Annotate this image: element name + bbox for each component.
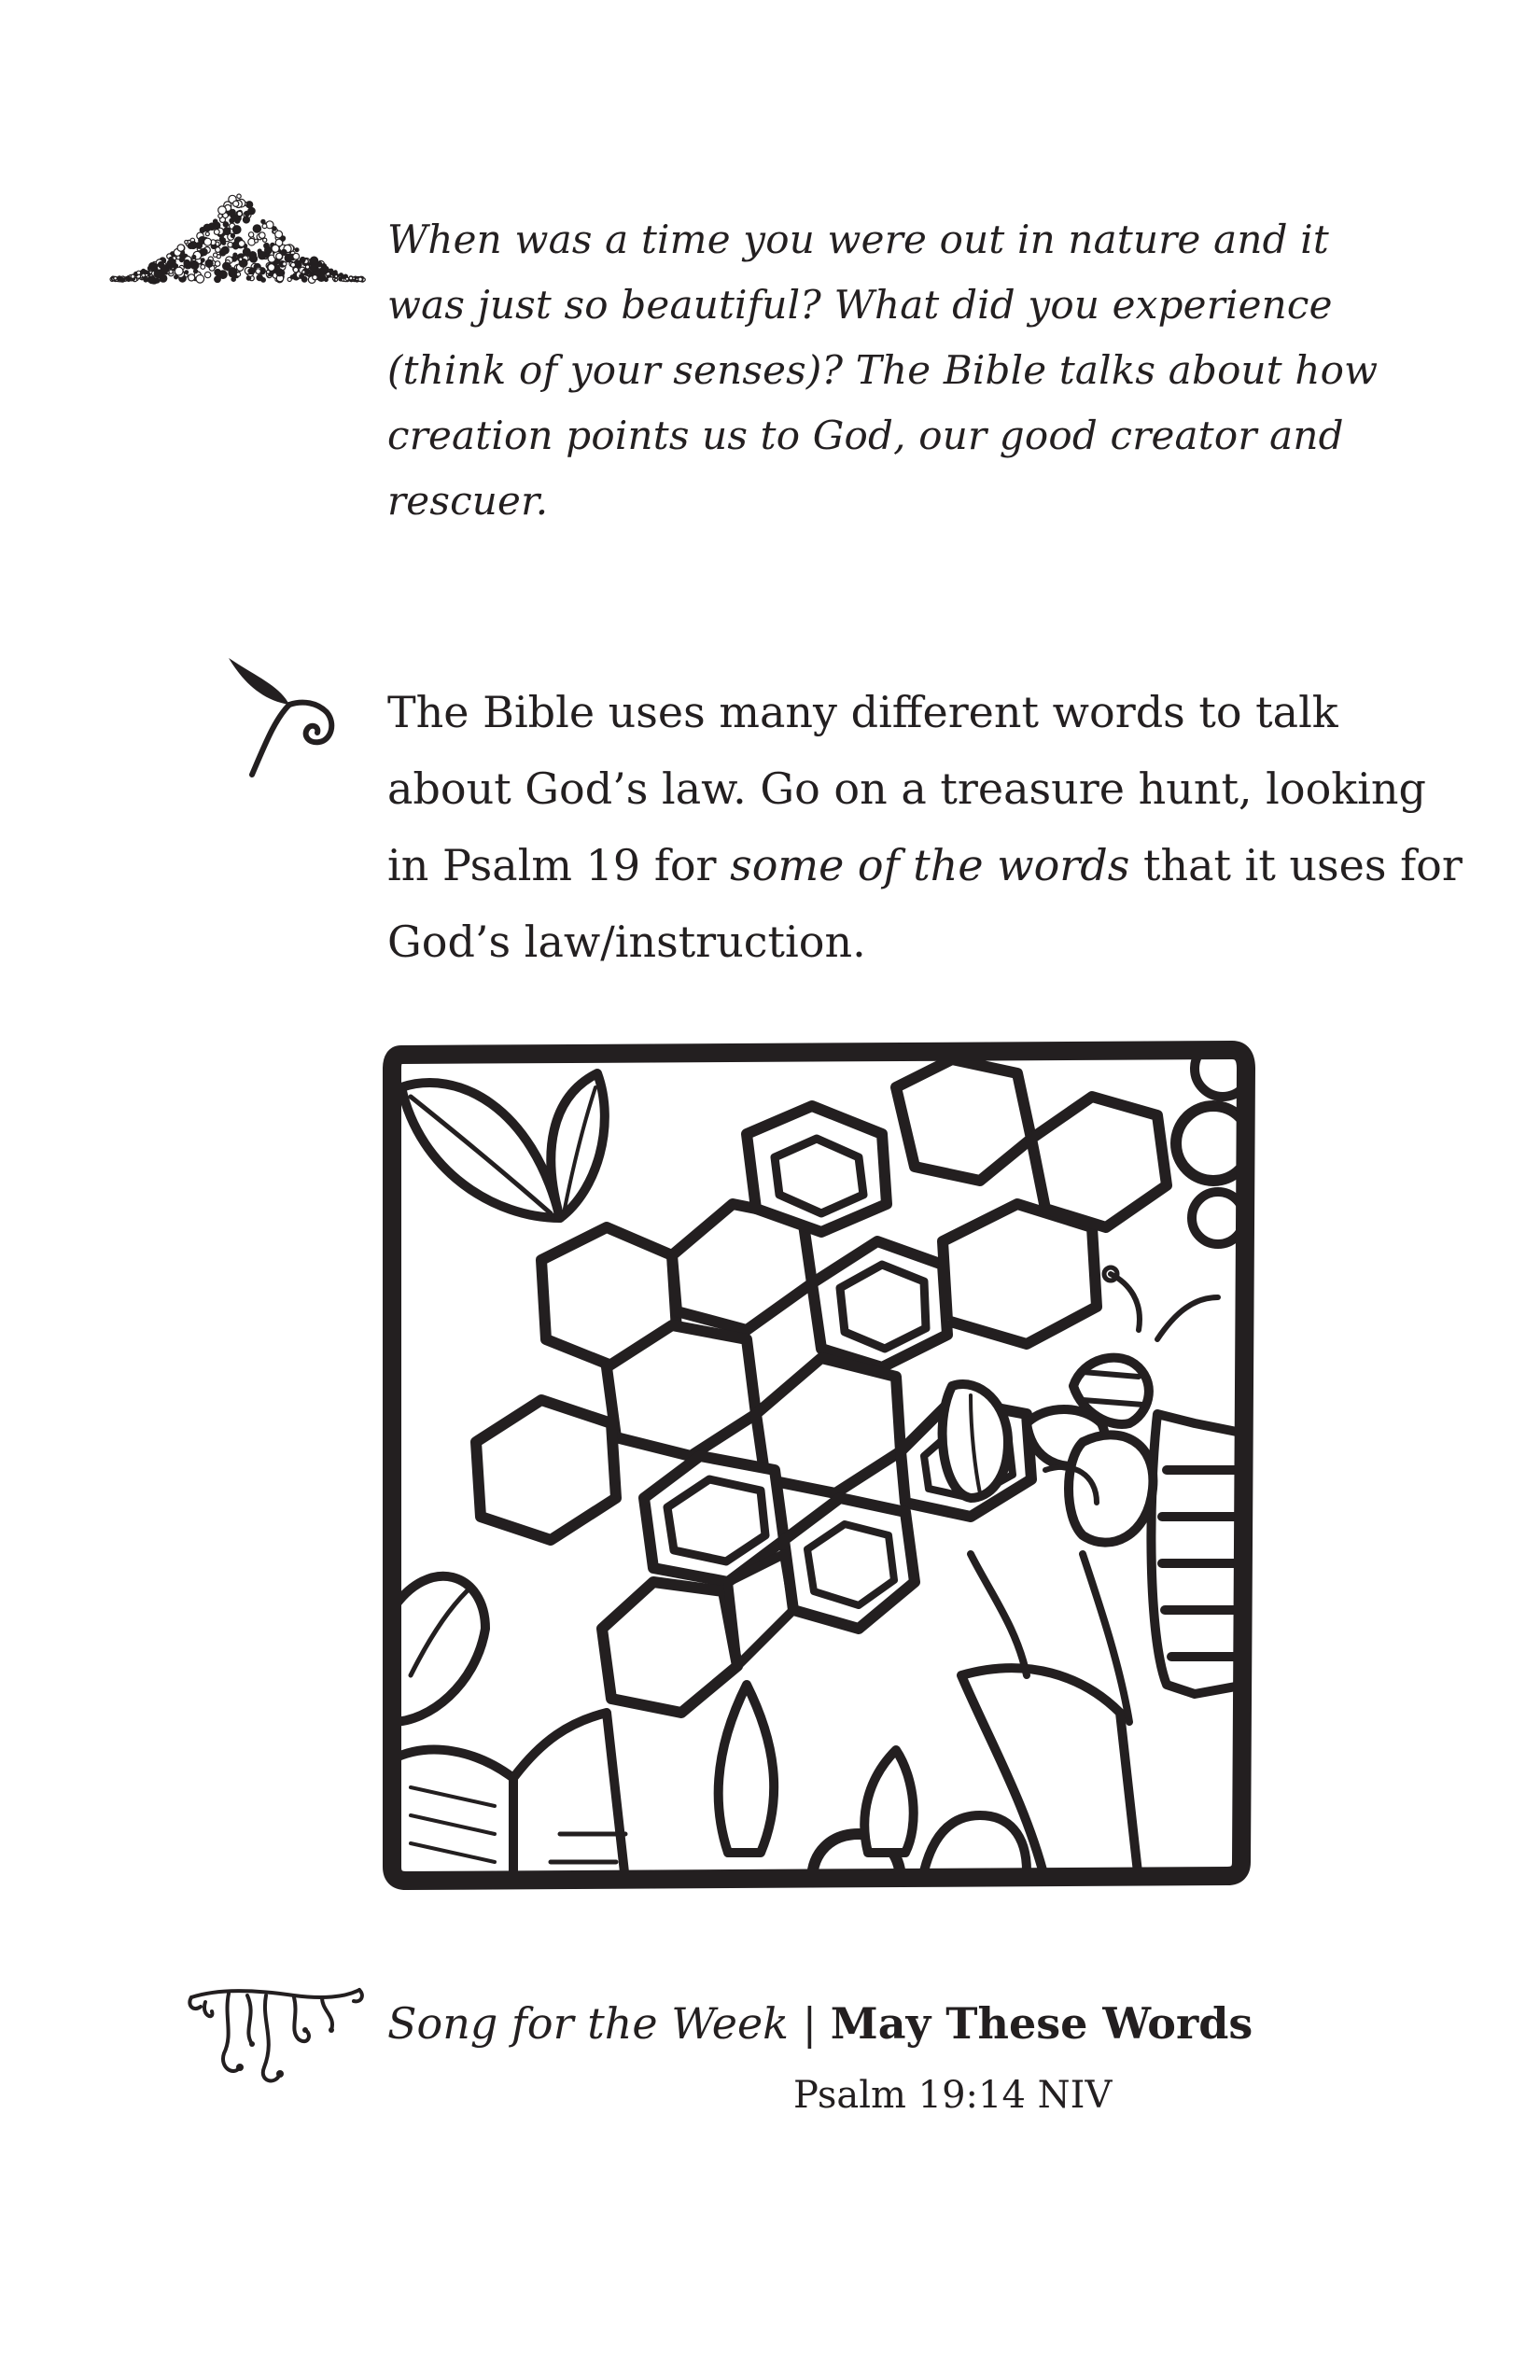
vine-flourish-icon bbox=[182, 1979, 369, 2091]
reflection-line: (think of your senses)? The Bible talks about how bbox=[387, 347, 1379, 393]
reflection-line: was just so beautiful? What did you experience bbox=[387, 282, 1333, 328]
instruction-line: about God’s law. Go on a treasure hunt, looking bbox=[387, 763, 1426, 814]
reflection-prompt bbox=[387, 207, 1379, 534]
seed-mound-icon bbox=[107, 187, 369, 289]
instruction-line: God’s law/instruction. bbox=[387, 917, 866, 967]
song-title: May These Words bbox=[830, 1998, 1253, 2049]
instruction-text: in Psalm 19 for bbox=[387, 840, 731, 890]
instruction-line bbox=[387, 827, 1463, 903]
instruction-text: that it uses for bbox=[1129, 840, 1463, 890]
activity-instructions bbox=[387, 674, 1463, 980]
song-label: Song for the Week bbox=[387, 1998, 790, 2049]
instruction-line: The Bible uses many different words to talk bbox=[387, 687, 1338, 737]
song-separator: | bbox=[789, 1998, 831, 2049]
reflection-line: When was a time you were out in nature and it bbox=[387, 217, 1329, 262]
song-for-the-week bbox=[387, 1995, 1253, 2051]
instruction-emphasis: some of the words bbox=[730, 840, 1130, 890]
scripture-reference: Psalm 19:14 NIV bbox=[793, 2074, 1113, 2117]
sprout-icon bbox=[215, 649, 350, 784]
reflection-line: rescuer. bbox=[387, 478, 549, 524]
honeycomb-bee-illustration bbox=[373, 1031, 1260, 1890]
reflection-line: creation points us to God, our good creator and bbox=[387, 413, 1344, 458]
